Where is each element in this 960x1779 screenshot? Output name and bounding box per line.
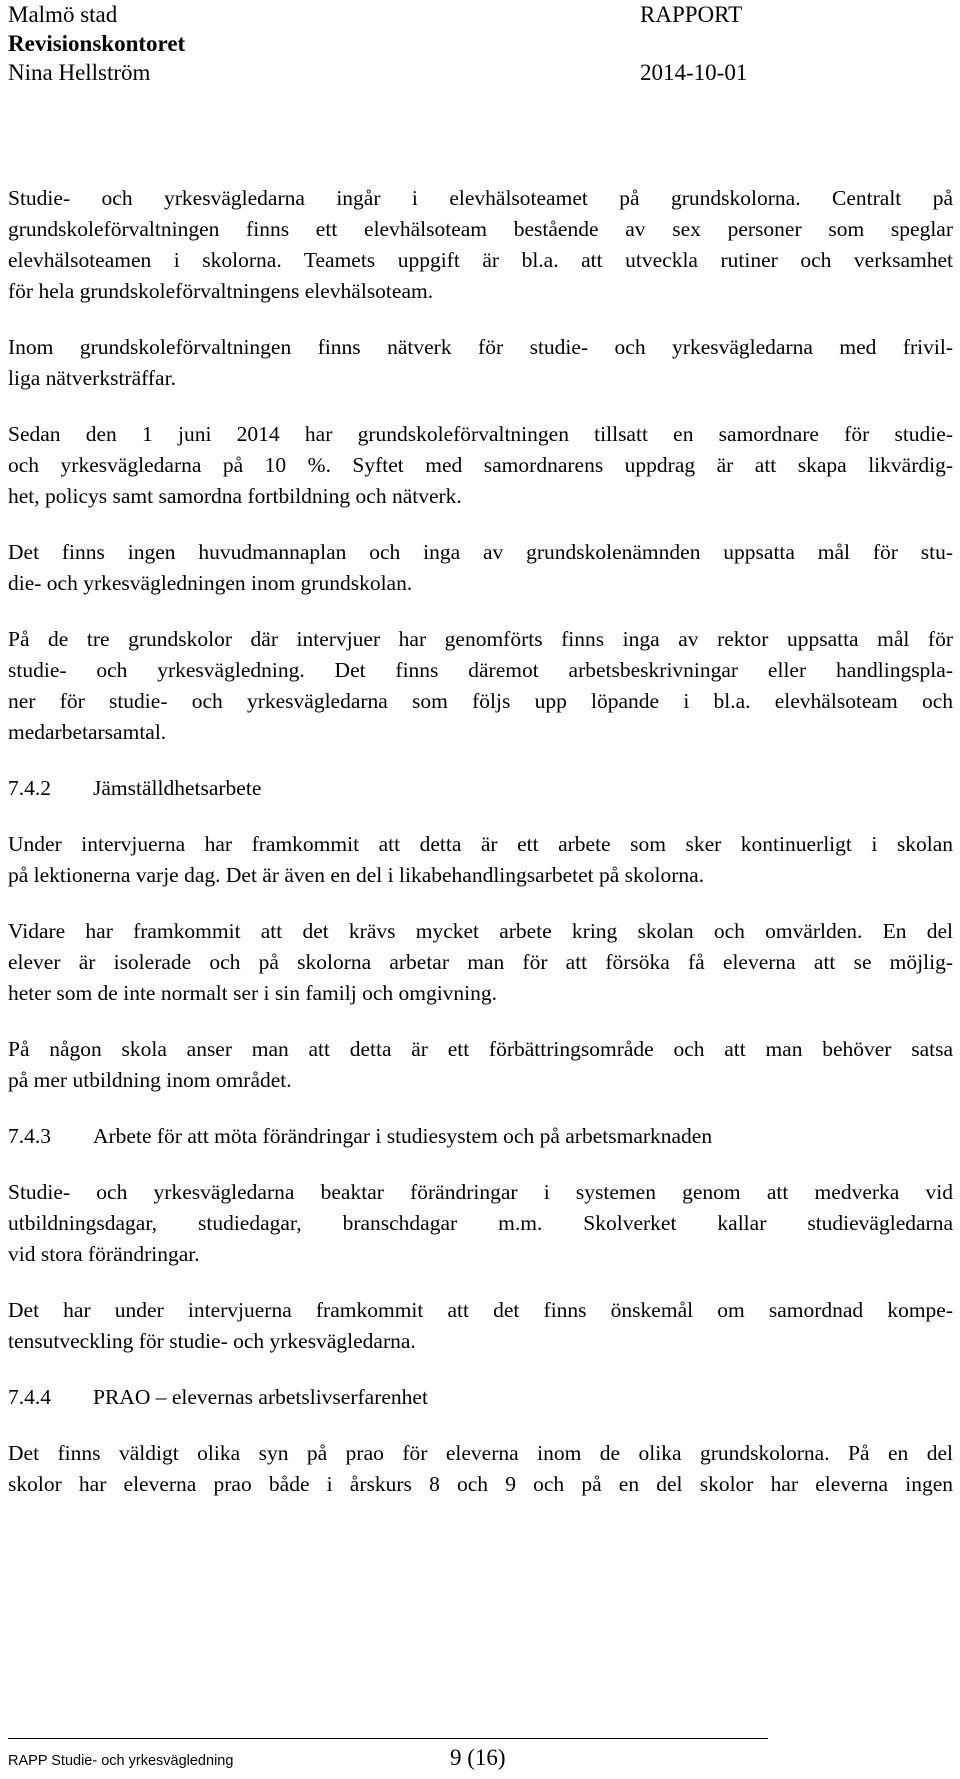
header-left bbox=[8, 0, 185, 87]
header-doc-type: RAPPORT bbox=[640, 2, 743, 27]
section-number: 7.4.3 bbox=[8, 1124, 51, 1148]
paragraph-jamstalldhet-2: Vidare har framkommit att det krävs mycket arbete kring skolan och omvärlden. En del elever är isolerade och på skolorna arbetar man för att försöka få eleverna att se möjlig- heter som de inte normalt ser i sin familj och omgivning. bbox=[8, 919, 953, 1005]
paragraph-mal: På de tre grundskolor där intervjuer har genomförts finns inga av rektor uppsatta mål för studie- och yrkesvägledning. Det finns däremot arbetsbeskrivningar eller handlingspla- ner för studie- och yrkesvägledarna som följs upp löpande i bl.a. elevhälsoteam och medarbetarsamtal. bbox=[8, 627, 953, 744]
footer-page-number: 9 (16) bbox=[450, 1745, 506, 1770]
header-org: Malmö stad bbox=[8, 2, 118, 27]
paragraph-forandringar-2: Det har under intervjuerna framkommit att det finns önskemål om samordnad kompe- tensutveckling för studie- och yrkesvägledarna. bbox=[8, 1298, 953, 1353]
header-department: Revisionskontoret bbox=[8, 31, 186, 56]
page-footer bbox=[8, 1738, 768, 1775]
paragraph-forandringar-1: Studie- och yrkesvägledarna beaktar förändringar i systemen genom att medverka vid utbildningsdagar, studiedagar, branschdagar m.m. Skolverket kallar studievägledarna vid stora förändringar. bbox=[8, 1180, 953, 1266]
paragraph-natverk: Inom grundskoleförvaltningen finns nätverk för studie- och yrkesvägledarna med frivil- liga nätverksträffar. bbox=[8, 335, 953, 390]
section-heading-7-4-4 bbox=[8, 1382, 953, 1413]
header-right bbox=[640, 0, 747, 87]
section-heading-7-4-3 bbox=[8, 1121, 953, 1152]
section-title: Jämställdhetsarbete bbox=[93, 776, 262, 800]
section-heading-7-4-2 bbox=[8, 773, 953, 804]
section-title: Arbete för att möta förändringar i studiesystem och på arbetsmarknaden bbox=[93, 1124, 713, 1148]
section-number: 7.4.2 bbox=[8, 776, 51, 800]
paragraph-huvudmannaplan: Det finns ingen huvudmannaplan och inga av grundskolenämnden uppsatta mål för stu- die- och yrkesvägledningen inom grundskolan. bbox=[8, 540, 953, 595]
header-date: 2014-10-01 bbox=[640, 60, 748, 85]
paragraph-prao: Det finns väldigt olika syn på prao för eleverna inom de olika grundskolorna. På en del skolor har eleverna prao både i årskurs 8 och 9 och på en del skolor har eleverna ingen bbox=[8, 1441, 953, 1496]
header-author: Nina Hellström bbox=[8, 60, 151, 85]
section-number: 7.4.4 bbox=[8, 1385, 51, 1409]
paragraph-jamstalldhet-3: På någon skola anser man att detta är ett förbättringsområde och att man behöver satsa på mer utbildning inom området. bbox=[8, 1037, 953, 1092]
paragraph-samordnare: Sedan den 1 juni 2014 har grundskoleförvaltningen tillsatt en samordnare för studie- och yrkesvägledarna på 10 %. Syftet med samordnarens uppdrag är att skapa likvärdig- het, policys samt samordna fortbildning och nätverk. bbox=[8, 422, 953, 508]
footer-doc-title: RAPP Studie- och yrkesvägledning bbox=[8, 1753, 234, 1769]
document-body bbox=[8, 183, 953, 1525]
paragraph-elevhalsoteam: Studie- och yrkesvägledarna ingår i elevhälsoteamet på grundskolorna. Centralt på grundskoleförvaltningen finns ett elevhälsoteam bestående av sex personer som speglar elevhälsoteamen i skolorna. Teamets uppgift är bl.a. att utveckla rutiner och verksamhet för hela grundskoleförvaltningens elevhälsoteam. bbox=[8, 186, 953, 303]
section-title: PRAO – elevernas arbetslivserfarenhet bbox=[93, 1385, 428, 1409]
paragraph-jamstalldhet-1: Under intervjuerna har framkommit att detta är ett arbete som sker kontinuerligt i skolan på lektionerna varje dag. Det är även en del i likabehandlingsarbetet på skolorna. bbox=[8, 832, 953, 887]
